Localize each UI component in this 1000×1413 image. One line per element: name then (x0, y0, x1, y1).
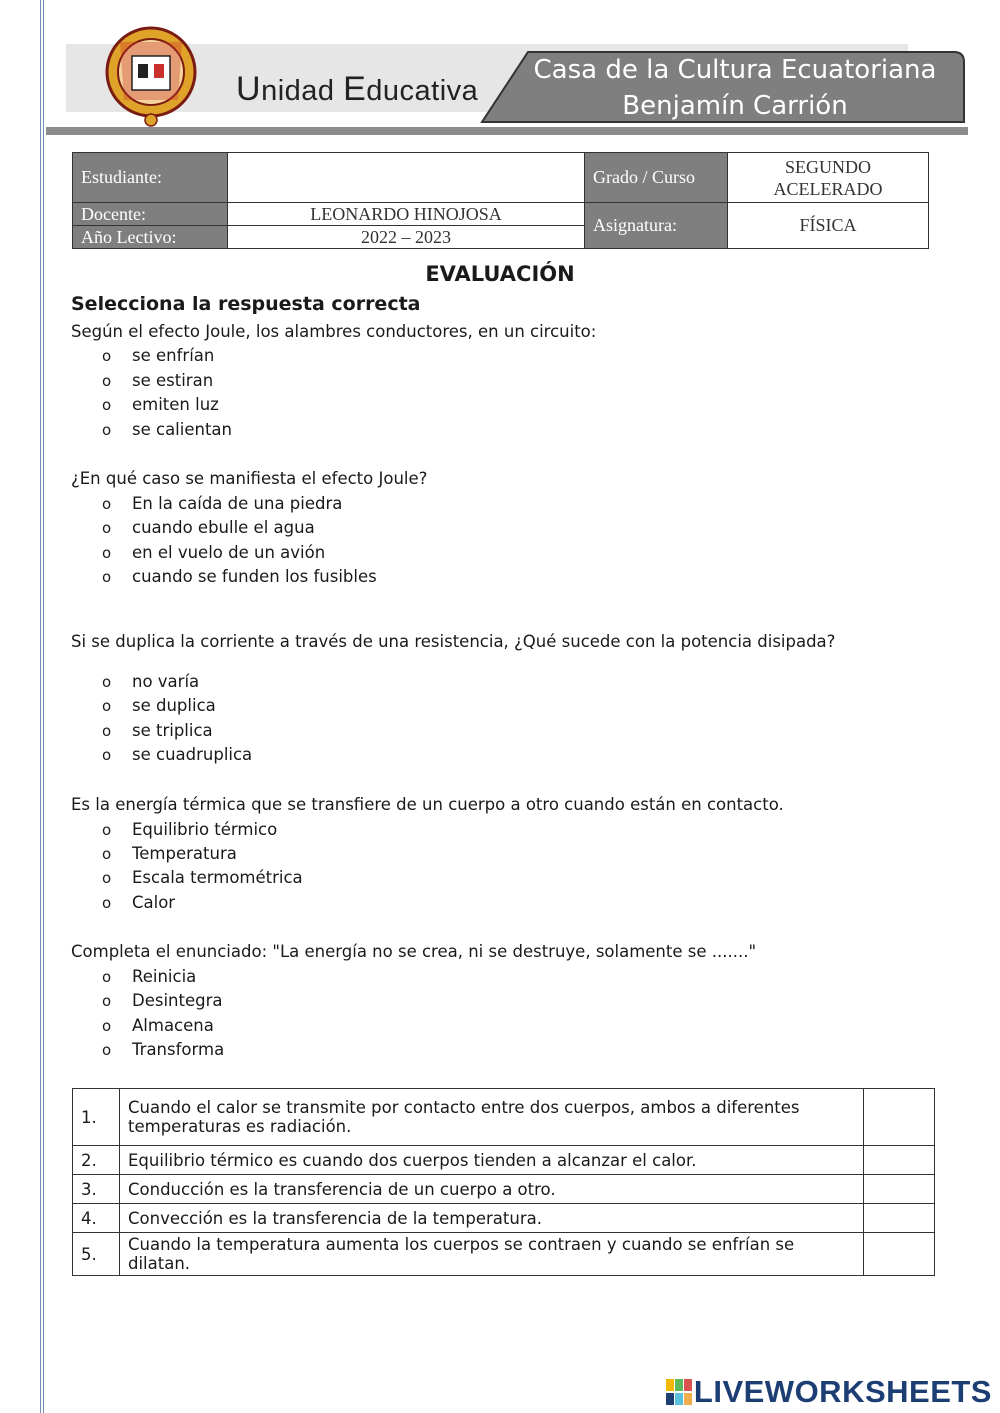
year-value: 2022 – 2023 (228, 226, 585, 249)
statement-text-line: Cuando el calor se transmite por contacto entre dos cuerpos, ambos a diferentes (128, 1098, 800, 1117)
header-underline (46, 127, 968, 135)
radio-icon[interactable]: o (102, 372, 112, 390)
option[interactable]: o Desintegra (102, 991, 223, 1010)
radio-icon[interactable]: o (102, 894, 112, 912)
info-table (72, 152, 929, 249)
table-row (73, 1233, 935, 1276)
teacher-label: Docente: (73, 203, 228, 226)
option[interactable]: o se cuadruplica (102, 745, 253, 764)
radio-icon[interactable]: o (102, 722, 112, 740)
option[interactable]: o se estiran (102, 371, 214, 390)
student-field[interactable] (228, 153, 585, 203)
radio-icon[interactable]: o (102, 495, 112, 513)
option[interactable]: o En la caída de una piedra (102, 494, 343, 513)
radio-icon[interactable]: o (102, 845, 112, 863)
option[interactable]: o se duplica (102, 696, 216, 715)
school-type: Unidad Educativa (236, 70, 479, 108)
option[interactable]: o Reinicia (102, 967, 197, 986)
radio-icon[interactable]: o (102, 347, 112, 365)
radio-icon[interactable]: o (102, 869, 112, 887)
margin-line (40, 0, 41, 1413)
radio-icon[interactable]: o (102, 673, 112, 691)
radio-icon[interactable]: o (102, 821, 112, 839)
question-1: Según el efecto Joule, los alambres conductores, en un circuito: (71, 322, 597, 341)
option[interactable]: o Transforma (102, 1040, 225, 1059)
question-4: Es la energía térmica que se transfiere de un cuerpo a otro cuando están en contacto. (71, 795, 784, 814)
grade-value-line2: ACELERADO (773, 178, 883, 199)
option[interactable]: o se triplica (102, 721, 213, 740)
statement-text: Convección es la transferencia de la temperatura. (120, 1204, 864, 1233)
radio-icon[interactable]: o (102, 992, 112, 1010)
radio-icon[interactable]: o (102, 746, 112, 764)
subject-value: FÍSICA (728, 203, 929, 249)
option[interactable]: o Equilibrio térmico (102, 820, 278, 839)
option[interactable]: o no varía (102, 672, 200, 691)
answer-field[interactable] (864, 1146, 935, 1175)
school-name-line2: Benjamín Carrión (622, 91, 848, 121)
radio-icon[interactable]: o (102, 421, 112, 439)
option[interactable]: o Temperatura (102, 844, 237, 863)
radio-icon[interactable]: o (102, 1041, 112, 1059)
question-2: ¿En qué caso se manifiesta el efecto Joule? (71, 469, 428, 488)
grade-value-line1: SEGUNDO (784, 156, 871, 177)
year-label: Año Lectivo: (73, 226, 228, 249)
statement-text: Cuando la temperatura aumenta los cuerpos se contraen y cuando se enfrían se dilatan. (120, 1233, 864, 1276)
statement-text (120, 1089, 864, 1146)
question-3: Si se duplica la corriente a través de una resistencia, ¿Qué sucede con la potencia disipada? (71, 632, 836, 651)
grade-label: Grado / Curso (585, 153, 728, 203)
radio-icon[interactable]: o (102, 568, 112, 586)
statement-number: 4. (73, 1204, 120, 1233)
statements-table (72, 1088, 935, 1276)
radio-icon[interactable]: o (102, 1017, 112, 1035)
table-row (73, 1089, 935, 1146)
table-row (73, 1175, 935, 1204)
statement-text: Equilibrio térmico es cuando dos cuerpos tienden a alcanzar el calor. (120, 1146, 864, 1175)
statement-text: Conducción es la transferencia de un cuerpo a otro. (120, 1175, 864, 1204)
statement-number: 3. (73, 1175, 120, 1204)
question-5: Completa el enunciado: "La energía no se crea, ni se destruye, solamente se ......." (71, 942, 757, 961)
radio-icon[interactable]: o (102, 544, 112, 562)
student-label: Estudiante: (73, 153, 228, 203)
radio-icon[interactable]: o (102, 968, 112, 986)
statement-number: 5. (73, 1233, 120, 1276)
statement-number: 2. (73, 1146, 120, 1175)
answer-field[interactable] (864, 1204, 935, 1233)
school-logo (96, 26, 206, 128)
page-title: EVALUACIÓN (425, 262, 575, 286)
teacher-value: LEONARDO HINOJOSA (228, 203, 585, 226)
option[interactable]: o cuando ebulle el agua (102, 518, 315, 537)
radio-icon[interactable]: o (102, 519, 112, 537)
option[interactable]: o se calientan (102, 420, 232, 439)
table-row (73, 1204, 935, 1233)
option[interactable]: o cuando se funden los fusibles (102, 567, 377, 586)
answer-field[interactable] (864, 1233, 935, 1276)
liveworksheets-icon (666, 1379, 692, 1405)
option[interactable]: o Calor (102, 893, 176, 912)
school-name-line1: Casa de la Cultura Ecuatoriana (533, 55, 937, 85)
radio-icon[interactable]: o (102, 697, 112, 715)
margin-line (43, 0, 44, 1413)
option[interactable]: o Escala termométrica (102, 868, 303, 887)
table-row (73, 1146, 935, 1175)
radio-icon[interactable]: o (102, 396, 112, 414)
statement-number: 1. (73, 1089, 120, 1146)
section-title: Selecciona la respuesta correcta (71, 293, 421, 315)
option[interactable]: o emiten luz (102, 395, 219, 414)
school-name (505, 52, 965, 124)
answer-field[interactable] (864, 1175, 935, 1204)
subject-label: Asignatura: (585, 203, 728, 249)
answer-field[interactable] (864, 1089, 935, 1146)
statement-text-line: temperaturas es radiación. (128, 1117, 352, 1136)
liveworksheets-logo[interactable] (666, 1374, 992, 1410)
option[interactable]: o Almacena (102, 1016, 214, 1035)
option[interactable]: o se enfrían (102, 346, 215, 365)
liveworksheets-text: LIVEWORKSHEETS (693, 1374, 992, 1409)
option[interactable]: o en el vuelo de un avión (102, 543, 326, 562)
grade-value (728, 153, 929, 203)
